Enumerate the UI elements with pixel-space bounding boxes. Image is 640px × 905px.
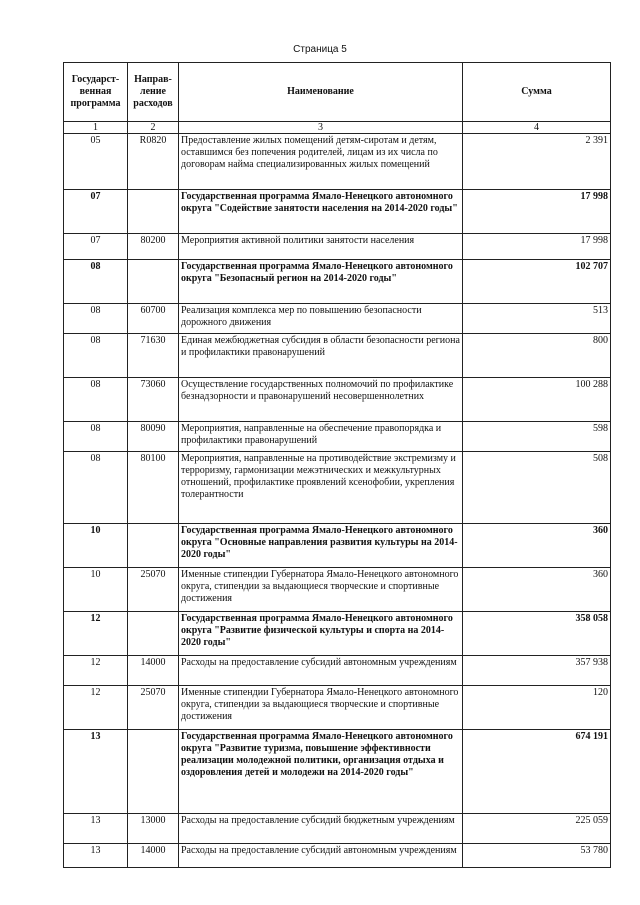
program-code-cell: 12 — [64, 656, 128, 686]
name-cell: Государственная программа Ямало-Ненецкого автономного округа "Развитие туризма, повышение эффективности реализации молодежной политики, организация отдыха и оздоровления детей и молодежи на 2014-2020 годы" — [179, 730, 463, 814]
header-program: Государст-венная программа — [64, 63, 128, 122]
name-cell: Именные стипендии Губернатора Ямало-Ненецкого автономного округа, стипендии за выдающиеся творческие и спортивные достижения — [179, 568, 463, 612]
direction-code-cell: R0820 — [128, 134, 179, 190]
sum-cell: 358 058 — [463, 612, 611, 656]
sum-cell: 513 — [463, 304, 611, 334]
program-code-cell: 10 — [64, 524, 128, 568]
program-code-cell: 12 — [64, 612, 128, 656]
program-code-cell: 13 — [64, 814, 128, 844]
sum-cell: 2 391 — [463, 134, 611, 190]
table-row — [64, 334, 611, 378]
direction-code-cell: 73060 — [128, 378, 179, 422]
program-code-cell: 12 — [64, 686, 128, 730]
table-row — [64, 844, 611, 868]
sum-cell: 53 780 — [463, 844, 611, 868]
table-row — [64, 656, 611, 686]
direction-code-cell — [128, 730, 179, 814]
sum-cell: 17 998 — [463, 234, 611, 260]
direction-code-cell — [128, 190, 179, 234]
sum-cell: 102 707 — [463, 260, 611, 304]
header-name: Наименование — [179, 63, 463, 122]
name-cell: Именные стипендии Губернатора Ямало-Ненецкого автономного округа, стипендии за выдающиеся творческие и спортивные достижения — [179, 686, 463, 730]
program-code-cell: 13 — [64, 730, 128, 814]
sum-cell: 598 — [463, 422, 611, 452]
sum-cell: 17 998 — [463, 190, 611, 234]
table-row — [64, 568, 611, 612]
program-code-cell: 07 — [64, 234, 128, 260]
name-cell: Расходы на предоставление субсидий автономным учреждениям — [179, 844, 463, 868]
table-row — [64, 730, 611, 814]
name-cell: Реализация комплекса мер по повышению безопасности дорожного движения — [179, 304, 463, 334]
table-row — [64, 134, 611, 190]
table-row — [64, 190, 611, 234]
sum-cell: 674 191 — [463, 730, 611, 814]
name-cell: Государственная программа Ямало-Ненецкого автономного округа "Безопасный регион на 2014-2020 годы" — [179, 260, 463, 304]
direction-code-cell: 25070 — [128, 686, 179, 730]
program-code-cell: 08 — [64, 422, 128, 452]
table-body — [64, 134, 611, 868]
sum-cell: 800 — [463, 334, 611, 378]
column-number: 4 — [463, 122, 611, 134]
name-cell: Мероприятия, направленные на противодействие экстремизму и терроризму, гармонизации межэтнических и межкультурных отношений, профилактике проявлений ксенофобии, укрепления толерантности — [179, 452, 463, 524]
direction-code-cell: 14000 — [128, 656, 179, 686]
program-code-cell: 10 — [64, 568, 128, 612]
name-cell: Государственная программа Ямало-Ненецкого автономного округа "Основные направления развития культуры на 2014-2020 годы" — [179, 524, 463, 568]
direction-code-cell: 80100 — [128, 452, 179, 524]
name-cell: Единая межбюджетная субсидия в области безопасности региона и профилактики правонарушений — [179, 334, 463, 378]
name-cell: Расходы на предоставление субсидий автономным учреждениям — [179, 656, 463, 686]
program-code-cell: 07 — [64, 190, 128, 234]
header-sum: Сумма — [463, 63, 611, 122]
table-row — [64, 234, 611, 260]
column-number: 3 — [179, 122, 463, 134]
sum-cell: 508 — [463, 452, 611, 524]
name-cell: Государственная программа Ямало-Ненецкого автономного округа "Развитие физической культуры и спорта на 2014-2020 годы" — [179, 612, 463, 656]
direction-code-cell: 80090 — [128, 422, 179, 452]
program-code-cell: 08 — [64, 378, 128, 422]
table-row — [64, 260, 611, 304]
column-number: 2 — [128, 122, 179, 134]
sum-cell: 360 — [463, 568, 611, 612]
name-cell: Мероприятия активной политики занятости населения — [179, 234, 463, 260]
table-row — [64, 686, 611, 730]
column-number: 1 — [64, 122, 128, 134]
program-code-cell: 08 — [64, 334, 128, 378]
name-cell: Предоставление жилых помещений детям-сиротам и детям, оставшимся без попечения родителей, лицам из их числа по договорам найма специализированных жилых помещений — [179, 134, 463, 190]
program-code-cell: 08 — [64, 452, 128, 524]
direction-code-cell: 14000 — [128, 844, 179, 868]
table-row — [64, 304, 611, 334]
table-row — [64, 612, 611, 656]
name-cell: Государственная программа Ямало-Ненецкого автономного округа "Содействие занятости населения на 2014-2020 годы" — [179, 190, 463, 234]
page-header: Страница 5 — [293, 44, 347, 55]
direction-code-cell: 80200 — [128, 234, 179, 260]
direction-code-cell: 71630 — [128, 334, 179, 378]
table-row — [64, 524, 611, 568]
program-code-cell: 08 — [64, 260, 128, 304]
budget-table — [63, 62, 611, 868]
direction-code-cell — [128, 612, 179, 656]
table-row — [64, 452, 611, 524]
direction-code-cell: 13000 — [128, 814, 179, 844]
name-cell: Мероприятия, направленные на обеспечение правопорядка и профилактики правонарушений — [179, 422, 463, 452]
sum-cell: 120 — [463, 686, 611, 730]
direction-code-cell: 60700 — [128, 304, 179, 334]
table-header-row — [64, 63, 611, 122]
column-number-row — [64, 122, 611, 134]
sum-cell: 225 059 — [463, 814, 611, 844]
program-code-cell: 13 — [64, 844, 128, 868]
direction-code-cell — [128, 260, 179, 304]
program-code-cell: 05 — [64, 134, 128, 190]
name-cell: Осуществление государственных полномочий по профилактике безнадзорности и правонарушений несовершеннолетних — [179, 378, 463, 422]
direction-code-cell — [128, 524, 179, 568]
direction-code-cell: 25070 — [128, 568, 179, 612]
program-code-cell: 08 — [64, 304, 128, 334]
header-direction: Направ-ление расходов — [128, 63, 179, 122]
sum-cell: 100 288 — [463, 378, 611, 422]
name-cell: Расходы на предоставление субсидий бюджетным учреждениям — [179, 814, 463, 844]
table-row — [64, 814, 611, 844]
table-row — [64, 378, 611, 422]
table-row — [64, 422, 611, 452]
sum-cell: 357 938 — [463, 656, 611, 686]
sum-cell: 360 — [463, 524, 611, 568]
